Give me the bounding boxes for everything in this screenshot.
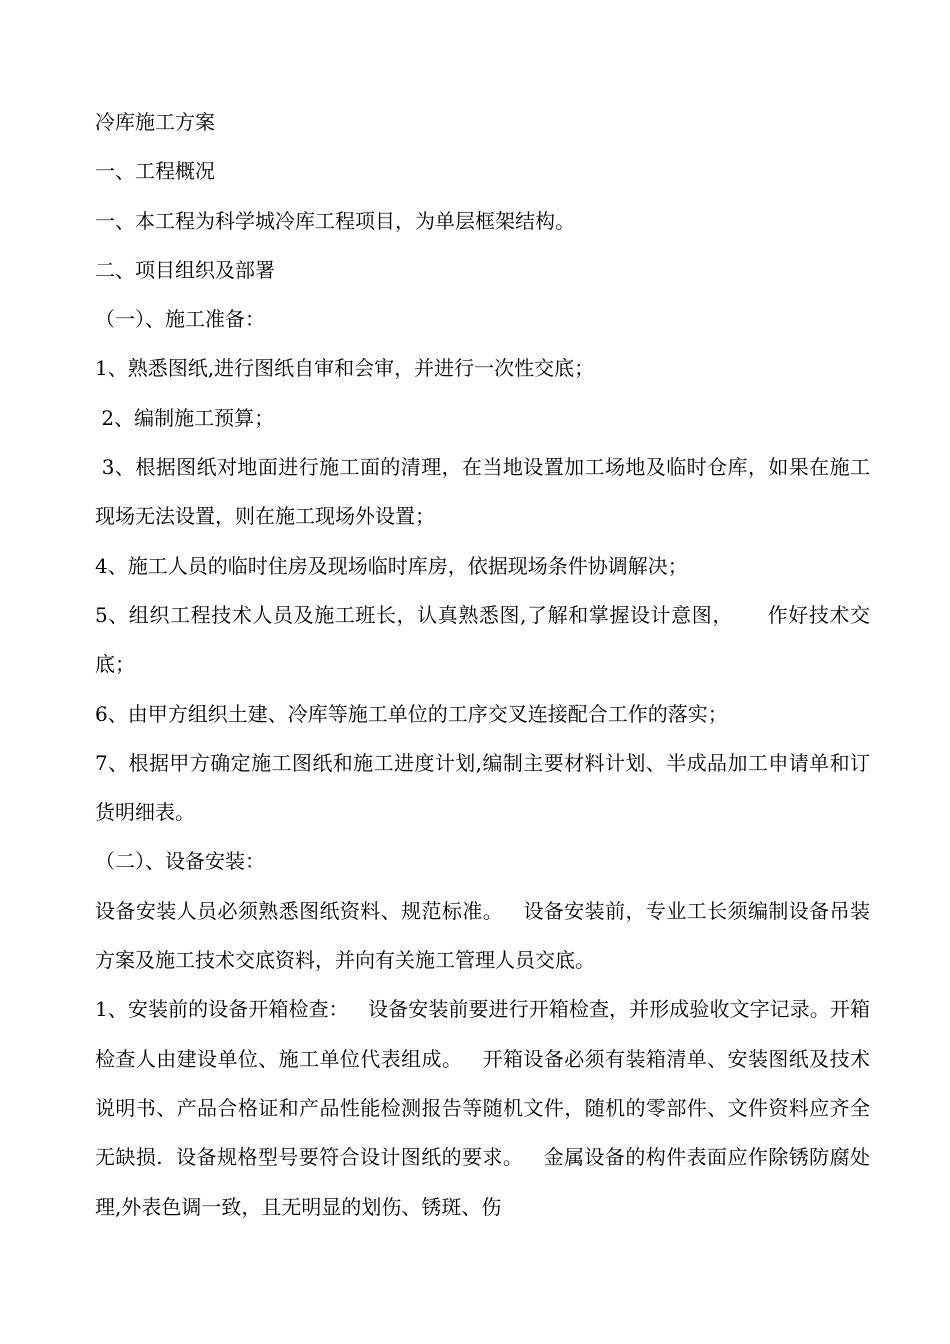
prep-item-6: 6、由甲方组织土建、冷库等施工单位的工序交叉连接配合工作的落实； (95, 701, 728, 726)
overview-paragraph: 一、本工程为科学城冷库工程项目，为单层框架结构。 (95, 208, 575, 233)
prep-item-4: 4、施工人员的临时住房及现场临时库房，依据现场条件协调解决； (95, 553, 688, 578)
installation-item-1: 1、安装前的设备开箱检查： 设备安装前要进行开箱检查，并形成验收文字记录。开箱检查人由建设单位、施工单位代表组成。 开箱设备必须有装箱清单、安装图纸及技术说明书、产品合格证和产品性能检测报告等随机文件，随机的零部件、文件资料应齐全无缺损. 设备规格型号要符合设计图纸的要求。 金属设备的构件表面应作除锈防腐处理,外表色调一致，且无明显的划伤、锈斑、伤 (95, 997, 870, 1219)
prep-item-2: 2、编制施工预算； (95, 405, 275, 430)
prep-item-3: 3、根据图纸对地面进行施工面的清理，在当地设置加工场地及临时仓库，如果在施工现场无法设置，则在施工现场外设置； (95, 455, 870, 529)
document-body (95, 98, 870, 1232)
prep-item-7: 7、根据甲方确定施工图纸和施工进度计划,编制主要材料计划、半成品加工申请单和订货明细表。 (95, 750, 870, 825)
prep-item-5: 5、组织工程技术人员及施工班长，认真熟悉图,了解和掌握设计意图， 作好技术交底； (95, 602, 870, 677)
document-title: 冷库施工方案 (95, 110, 215, 134)
subsection-heading-preparation: （一）、施工准备： (95, 307, 265, 332)
section-heading-overview: 一、工程概况 (95, 159, 215, 184)
subsection-heading-installation: （二）、设备安装： (95, 849, 265, 874)
section-heading-organization: 二、项目组织及部署 (95, 257, 275, 282)
installation-intro-paragraph: 设备安装人员必须熟悉图纸资料、规范标准。 设备安装前，专业工长须编制设备吊装方案及施工技术交底资料，并向有关施工管理人员交底。 (95, 898, 870, 973)
prep-item-1: 1、熟悉图纸,进行图纸自审和会审，并进行一次性交底； (95, 356, 595, 381)
